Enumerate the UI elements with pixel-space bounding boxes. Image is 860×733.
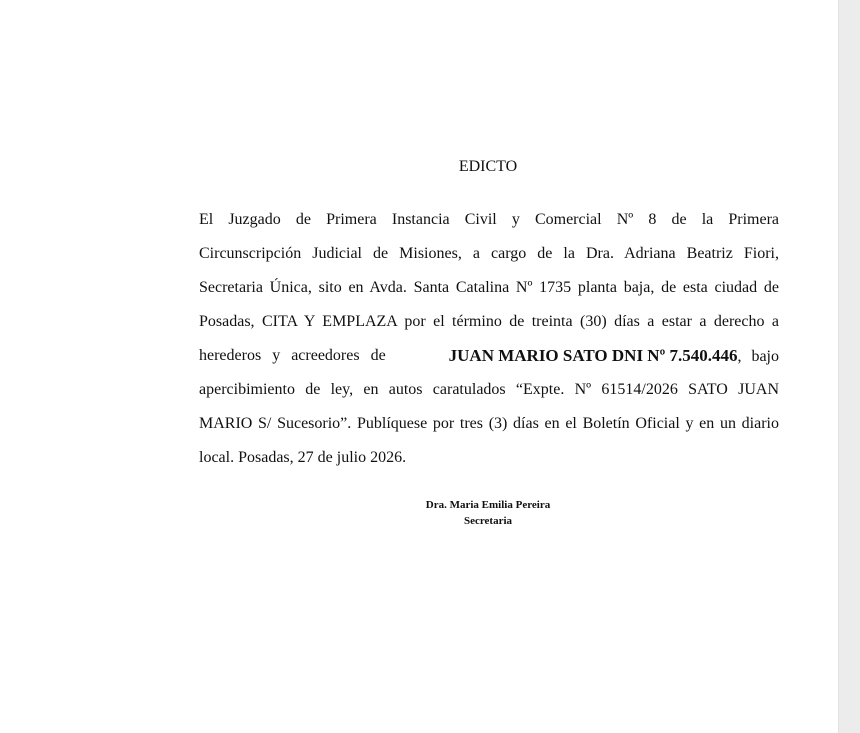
paragraph-line: El Juzgado de Primera Instancia Civil y Comercial Nº 8 de la Primera bbox=[199, 211, 779, 228]
paragraph-line: Circunscripción Judicial de Misiones, a cargo de la Dra. Adriana Beatriz Fiori, bbox=[199, 245, 779, 262]
paragraph-line-last: local. Posadas, 27 de julio 2026. bbox=[199, 449, 407, 466]
edict-paragraph bbox=[199, 203, 779, 475]
scrollbar-track[interactable] bbox=[838, 0, 860, 733]
paragraph-line: apercibimiento de ley, en autos caratulados “Expte. Nº 61514/2026 SATO JUAN bbox=[199, 381, 779, 398]
signature-block bbox=[0, 497, 860, 529]
signatory-role: Secretaria bbox=[463, 515, 513, 527]
paragraph-line: Posadas, CITA Y EMPLAZA por el término de treinta (30) días a estar a derecho a bbox=[199, 313, 779, 330]
paragraph-line-suffix: , bajo bbox=[737, 348, 779, 365]
document-title: EDICTO bbox=[458, 158, 518, 175]
paragraph-line-heirs bbox=[199, 339, 779, 373]
paragraph-line-prefix: herederos y acreedores de bbox=[199, 347, 397, 364]
deceased-name-id: JUAN MARIO SATO DNI Nº 7.540.446 bbox=[448, 346, 738, 365]
paragraph-line: Secretaria Única, sito en Avda. Santa Catalina Nº 1735 planta baja, de esta ciudad de bbox=[199, 279, 779, 296]
signatory-name: Dra. Maria Emilia Pereira bbox=[425, 499, 551, 511]
paragraph-line: MARIO S/ Sucesorio”. Publíquese por tres (3) días en el Boletín Oficial y en un diario bbox=[199, 415, 779, 432]
